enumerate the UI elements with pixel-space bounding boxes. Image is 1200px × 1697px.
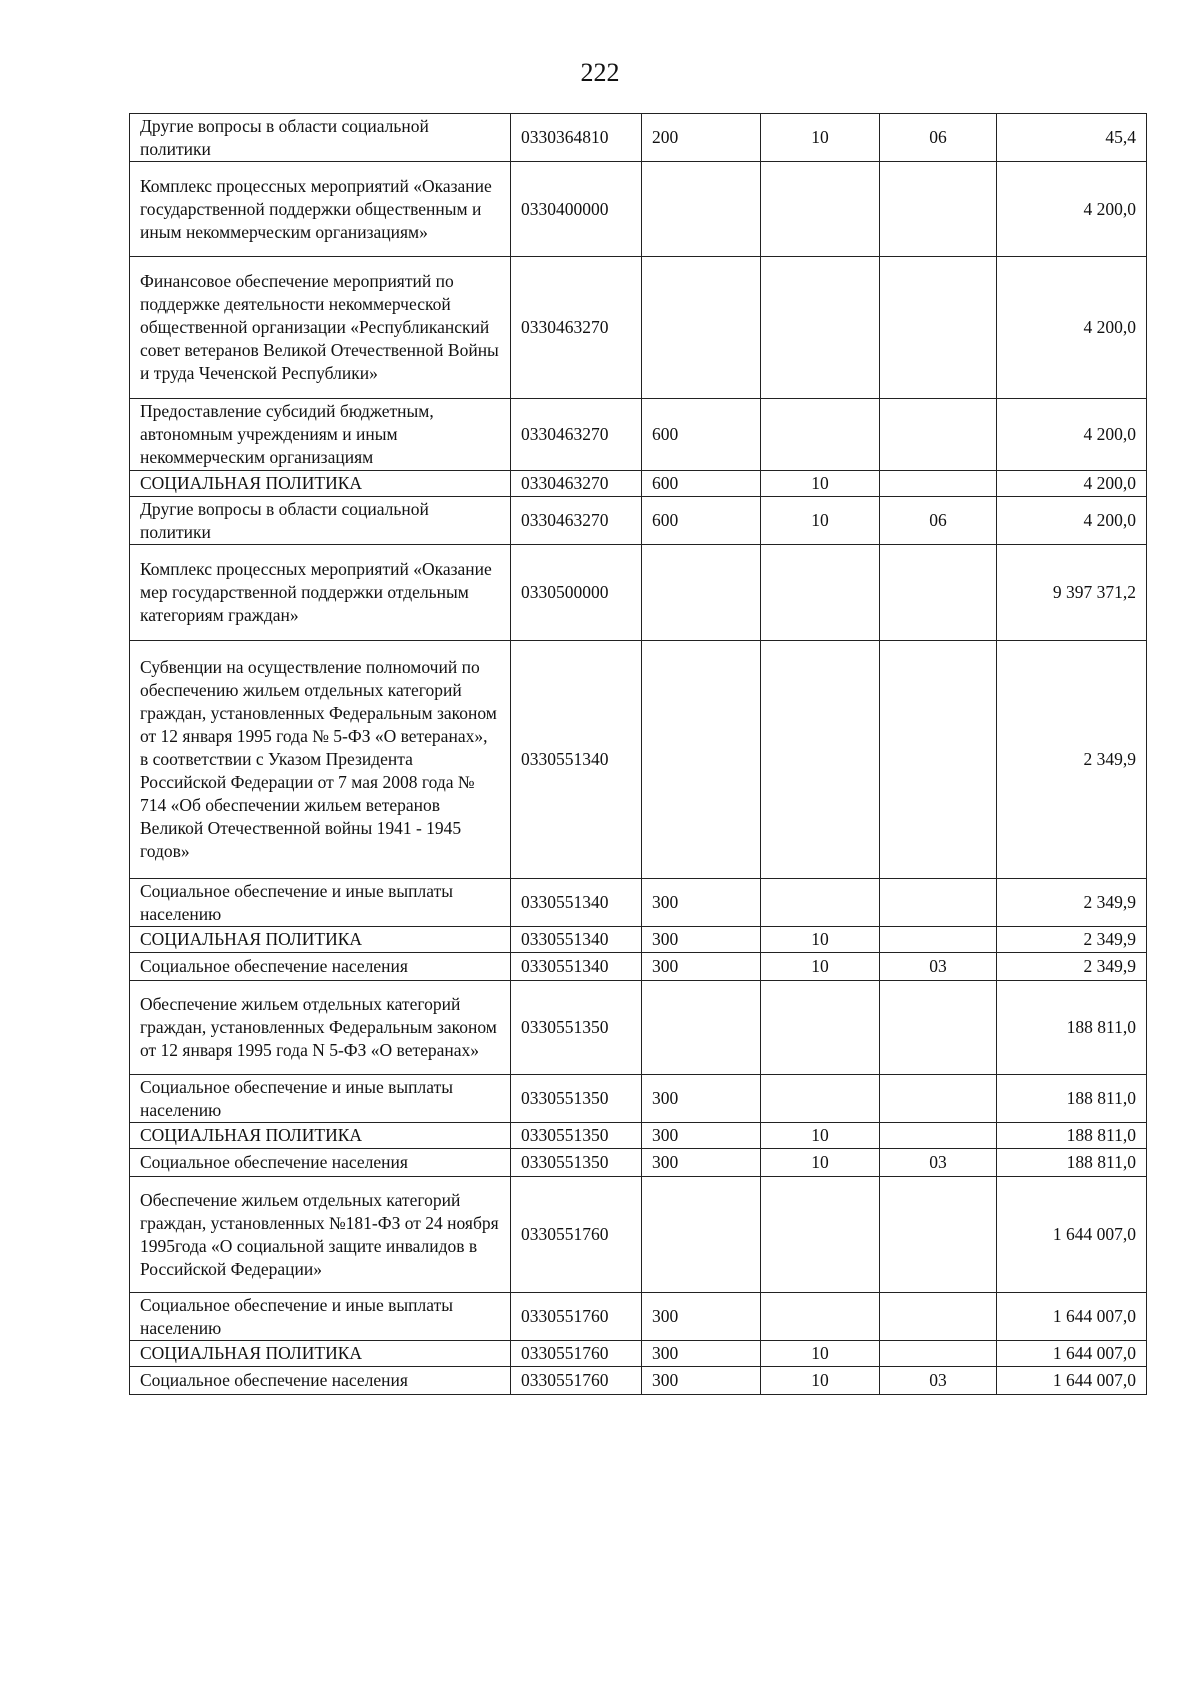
- cell-name: Социальное обеспечение населения: [130, 1149, 511, 1177]
- cell-target-code: 0330551760: [511, 1177, 642, 1293]
- cell-expense-type: [642, 641, 761, 879]
- cell-name: Другие вопросы в области социальной политики: [130, 497, 511, 545]
- cell-section: 10: [761, 1123, 880, 1149]
- cell-expense-type: 200: [642, 114, 761, 162]
- table-row: [130, 497, 1147, 545]
- cell-subsection: [880, 545, 997, 641]
- table-row: [130, 1341, 1147, 1367]
- cell-section: [761, 545, 880, 641]
- cell-amount: 45,4: [997, 114, 1147, 162]
- cell-target-code: 0330551340: [511, 879, 642, 927]
- cell-target-code: 0330551760: [511, 1341, 642, 1367]
- table-row: [130, 114, 1147, 162]
- cell-name: Социальное обеспечение населения: [130, 953, 511, 981]
- cell-section: 10: [761, 953, 880, 981]
- cell-expense-type: 300: [642, 953, 761, 981]
- cell-subsection: [880, 1123, 997, 1149]
- table-row: [130, 1367, 1147, 1395]
- cell-name: СОЦИАЛЬНАЯ ПОЛИТИКА: [130, 1123, 511, 1149]
- cell-name: Субвенции на осуществление полномочий по обеспечению жильем отдельных категорий граждан, установленных Федеральным законом от 12 января 1995 года № 5-ФЗ «О ветеранах», в соответствии с Указом Президента Российской Федерации от 7 мая 2008 года № 714 «Об обеспечении жильем ветеранов Великой Отечественной войны 1941 - 1945 годов»: [130, 641, 511, 879]
- table-row: [130, 545, 1147, 641]
- cell-subsection: 03: [880, 953, 997, 981]
- cell-expense-type: 300: [642, 1341, 761, 1367]
- cell-section: [761, 399, 880, 471]
- cell-amount: 188 811,0: [997, 981, 1147, 1075]
- cell-expense-type: 300: [642, 1293, 761, 1341]
- cell-subsection: [880, 1293, 997, 1341]
- cell-amount: 188 811,0: [997, 1075, 1147, 1123]
- cell-section: 10: [761, 1341, 880, 1367]
- table-row: [130, 257, 1147, 399]
- cell-target-code: 0330551350: [511, 1149, 642, 1177]
- cell-section: [761, 879, 880, 927]
- cell-section: [761, 981, 880, 1075]
- cell-amount: 4 200,0: [997, 399, 1147, 471]
- table-row: [130, 399, 1147, 471]
- table-row: [130, 953, 1147, 981]
- cell-amount: 9 397 371,2: [997, 545, 1147, 641]
- cell-target-code: 0330551340: [511, 641, 642, 879]
- cell-subsection: 03: [880, 1367, 997, 1395]
- cell-target-code: 0330551350: [511, 1123, 642, 1149]
- cell-amount: 1 644 007,0: [997, 1341, 1147, 1367]
- cell-amount: 4 200,0: [997, 162, 1147, 257]
- cell-target-code: 0330551340: [511, 953, 642, 981]
- cell-target-code: 0330551350: [511, 1075, 642, 1123]
- cell-amount: 1 644 007,0: [997, 1293, 1147, 1341]
- cell-expense-type: [642, 257, 761, 399]
- table-row: [130, 641, 1147, 879]
- cell-name: Обеспечение жильем отдельных категорий граждан, установленных №181-ФЗ от 24 ноября 1995года «О социальной защите инвалидов в Российской Федерации»: [130, 1177, 511, 1293]
- cell-target-code: 0330551760: [511, 1293, 642, 1341]
- cell-section: 10: [761, 471, 880, 497]
- cell-subsection: [880, 471, 997, 497]
- cell-subsection: [880, 162, 997, 257]
- budget-table: [129, 113, 1147, 1395]
- cell-section: [761, 641, 880, 879]
- cell-section: [761, 1177, 880, 1293]
- cell-subsection: [880, 1177, 997, 1293]
- cell-expense-type: 300: [642, 1367, 761, 1395]
- cell-section: 10: [761, 927, 880, 953]
- cell-subsection: [880, 1341, 997, 1367]
- cell-name: СОЦИАЛЬНАЯ ПОЛИТИКА: [130, 927, 511, 953]
- table-row: [130, 1177, 1147, 1293]
- cell-amount: 4 200,0: [997, 497, 1147, 545]
- cell-target-code: 0330551350: [511, 981, 642, 1075]
- budget-table-body: [130, 114, 1147, 1395]
- cell-subsection: 06: [880, 114, 997, 162]
- cell-name: Социальное обеспечение населения: [130, 1367, 511, 1395]
- cell-subsection: 06: [880, 497, 997, 545]
- cell-name: Социальное обеспечение и иные выплаты населению: [130, 1293, 511, 1341]
- cell-section: [761, 162, 880, 257]
- cell-expense-type: [642, 162, 761, 257]
- table-row: [130, 1293, 1147, 1341]
- cell-subsection: 03: [880, 1149, 997, 1177]
- cell-expense-type: [642, 981, 761, 1075]
- cell-name: Обеспечение жильем отдельных категорий граждан, установленных Федеральным законом от 12 января 1995 года N 5-ФЗ «О ветеранах»: [130, 981, 511, 1075]
- cell-amount: 2 349,9: [997, 953, 1147, 981]
- cell-expense-type: 300: [642, 879, 761, 927]
- cell-subsection: [880, 981, 997, 1075]
- cell-target-code: 0330551760: [511, 1367, 642, 1395]
- cell-subsection: [880, 879, 997, 927]
- cell-amount: 188 811,0: [997, 1123, 1147, 1149]
- cell-name: СОЦИАЛЬНАЯ ПОЛИТИКА: [130, 471, 511, 497]
- cell-expense-type: [642, 1177, 761, 1293]
- table-row: [130, 162, 1147, 257]
- cell-amount: 4 200,0: [997, 471, 1147, 497]
- cell-amount: 1 644 007,0: [997, 1177, 1147, 1293]
- cell-section: 10: [761, 1367, 880, 1395]
- table-row: [130, 471, 1147, 497]
- cell-subsection: [880, 641, 997, 879]
- cell-name: Другие вопросы в области социальной политики: [130, 114, 511, 162]
- cell-name: СОЦИАЛЬНАЯ ПОЛИТИКА: [130, 1341, 511, 1367]
- cell-target-code: 0330551340: [511, 927, 642, 953]
- cell-target-code: 0330463270: [511, 399, 642, 471]
- cell-subsection: [880, 1075, 997, 1123]
- cell-section: 10: [761, 1149, 880, 1177]
- cell-name: Предоставление субсидий бюджетным, автономным учреждениям и иным некоммерческим организациям: [130, 399, 511, 471]
- cell-subsection: [880, 927, 997, 953]
- cell-section: [761, 1075, 880, 1123]
- table-row: [130, 1075, 1147, 1123]
- cell-amount: 2 349,9: [997, 641, 1147, 879]
- cell-target-code: 0330364810: [511, 114, 642, 162]
- cell-target-code: 0330463270: [511, 497, 642, 545]
- cell-name: Социальное обеспечение и иные выплаты населению: [130, 1075, 511, 1123]
- page-number: 222: [580, 58, 620, 87]
- cell-name: Комплекс процессных мероприятий «Оказание мер государственной поддержки отдельным категориям граждан»: [130, 545, 511, 641]
- cell-section: [761, 1293, 880, 1341]
- cell-name: Социальное обеспечение и иные выплаты населению: [130, 879, 511, 927]
- table-row: [130, 1149, 1147, 1177]
- cell-expense-type: 600: [642, 497, 761, 545]
- cell-section: 10: [761, 497, 880, 545]
- cell-amount: 188 811,0: [997, 1149, 1147, 1177]
- cell-amount: 1 644 007,0: [997, 1367, 1147, 1395]
- cell-section: [761, 257, 880, 399]
- table-row: [130, 879, 1147, 927]
- cell-name: Комплекс процессных мероприятий «Оказание государственной поддержки общественным и иным некоммерческим организациям»: [130, 162, 511, 257]
- cell-expense-type: 300: [642, 1149, 761, 1177]
- cell-target-code: 0330400000: [511, 162, 642, 257]
- cell-amount: 4 200,0: [997, 257, 1147, 399]
- cell-subsection: [880, 257, 997, 399]
- cell-section: 10: [761, 114, 880, 162]
- table-row: [130, 927, 1147, 953]
- cell-expense-type: 600: [642, 399, 761, 471]
- cell-amount: 2 349,9: [997, 879, 1147, 927]
- cell-expense-type: 300: [642, 1075, 761, 1123]
- cell-target-code: 0330463270: [511, 257, 642, 399]
- cell-expense-type: [642, 545, 761, 641]
- cell-target-code: 0330463270: [511, 471, 642, 497]
- cell-expense-type: 300: [642, 1123, 761, 1149]
- cell-amount: 2 349,9: [997, 927, 1147, 953]
- cell-expense-type: 600: [642, 471, 761, 497]
- cell-expense-type: 300: [642, 927, 761, 953]
- table-row: [130, 1123, 1147, 1149]
- cell-subsection: [880, 399, 997, 471]
- cell-target-code: 0330500000: [511, 545, 642, 641]
- table-row: [130, 981, 1147, 1075]
- cell-name: Финансовое обеспечение мероприятий по поддержке деятельности некоммерческой общественной организации «Республиканский совет ветеранов Великой Отечественной Войны и труда Чеченской Республики»: [130, 257, 511, 399]
